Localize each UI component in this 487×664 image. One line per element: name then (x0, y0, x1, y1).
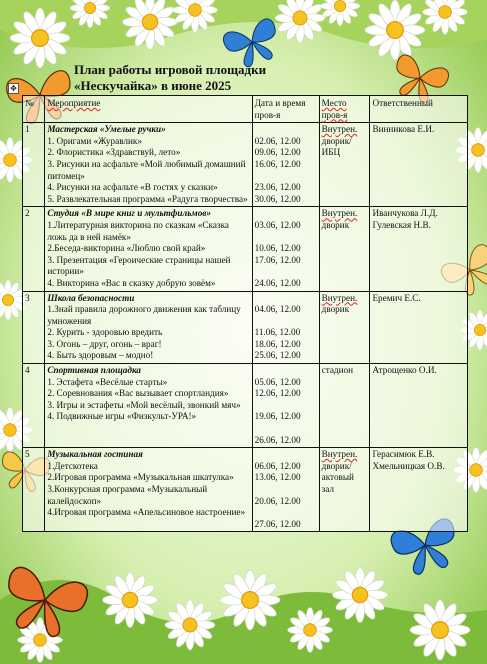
date-item: 03.06, 12.00 (254, 219, 301, 230)
event-item: 3. Рисунки на асфальте «Мой любимый домашний питомец» (47, 158, 246, 181)
table-row (23, 364, 468, 448)
title-line-2: «Нескучайка» в июне 2025 (74, 78, 232, 93)
section-title: Мастерская «Умелые ручки» (47, 124, 166, 135)
place-line: дворик (321, 219, 350, 230)
row-number: 1 (23, 123, 45, 207)
date-item: 23.06, 12.00 (254, 182, 301, 193)
date-item: 13.06, 12.00 (254, 472, 301, 483)
row-place (319, 291, 370, 364)
table-row (23, 123, 468, 207)
date-item: 06.06, 12.00 (254, 460, 301, 471)
table-row (23, 448, 468, 532)
responsible-line: Атрощенко О.И. (372, 365, 437, 376)
event-item: 1. Эстафета «Весёлые старты» (47, 376, 168, 387)
event-item: 1.Знай правила дорожного движения как таблицу умножения (47, 304, 241, 326)
row-events (45, 291, 252, 364)
event-item: 2. Флористика «Здравствуй, лето» (47, 147, 181, 158)
row-place (319, 448, 370, 532)
row-events (45, 364, 252, 448)
date-item: 26.06, 12.00 (254, 434, 301, 445)
row-number: 4 (23, 364, 45, 448)
layout-anchor-icon[interactable]: ✥ (8, 83, 19, 94)
responsible-line: Хмельницкая О.В. (372, 460, 445, 471)
date-item: 18.06, 12.00 (254, 338, 301, 349)
event-item: 3. Презентация «Героические страницы нашей истории» (47, 254, 231, 277)
section-title: Спортивная площадка (47, 365, 141, 376)
header-responsible: Ответственный (370, 96, 468, 123)
row-number: 2 (23, 207, 45, 291)
row-events (45, 448, 252, 532)
date-item: 25.06, 12.00 (254, 350, 301, 361)
row-dates (252, 207, 319, 291)
date-item: 02.06, 12.00 (254, 135, 301, 146)
header-place: Место пров-я (319, 96, 370, 123)
event-item: 3.Конкурсная программа «Музыкальный калейдоскоп» (47, 484, 208, 506)
row-dates (252, 291, 319, 364)
row-responsible (370, 291, 468, 364)
row-dates (252, 364, 319, 448)
responsible-line: Винникова Е.И. (372, 124, 435, 135)
place-line: актовый (321, 472, 354, 483)
event-item: 4. Подвижные игры «Физкульт-УРА!» (47, 411, 197, 422)
place-line: дворик (321, 304, 350, 315)
place-line: Внутрен. (321, 208, 358, 219)
row-dates (252, 123, 319, 207)
date-item: 09.06, 12.00 (254, 147, 301, 158)
event-item: 2. Курить - здоровью вредить (47, 327, 163, 338)
responsible-line: Еремич Е.С. (372, 292, 421, 303)
date-item: 20.06, 12.00 (254, 495, 301, 506)
event-item: 3. Огонь – друг, огонь – враг! (47, 338, 162, 349)
responsible-line: Иванчукова Л.Д. (372, 208, 438, 219)
event-item: 2.Игровая программа «Музыкальная шкатулка» (47, 472, 234, 483)
responsible-line: Гулевская Н.В. (372, 219, 431, 230)
section-title: Музыкальная гостиная (47, 449, 143, 460)
place-line: Внутрен. (321, 449, 358, 460)
date-item: 10.06, 12.00 (254, 243, 301, 254)
event-item: 4.Игровая программа «Апельсиновое настроение» (47, 507, 246, 518)
event-item: 5. Развлекательная программа «Радуга творчества» (47, 193, 248, 204)
title-line-1: План работы игровой площадки (74, 62, 267, 77)
place-line: Внутрен. (321, 292, 358, 303)
date-item: 16.06, 12.00 (254, 158, 301, 169)
row-number: 3 (23, 291, 45, 364)
row-responsible (370, 448, 468, 532)
header-date: Дата и время пров-я (252, 96, 319, 123)
date-item: 04.06, 12.00 (254, 304, 301, 315)
date-item: 17.06, 12.00 (254, 254, 301, 265)
event-item: 1.Литературная викторина по сказкам «Сказка ложь да в ней намёк» (47, 219, 229, 242)
row-dates (252, 448, 319, 532)
place-line: Внутрен. (321, 124, 358, 135)
row-responsible (370, 207, 468, 291)
event-item: 3. Игры и эстафеты «Мой весёлый, звонкий мяч» (47, 399, 241, 410)
place-line: дворик/ (321, 460, 352, 471)
plan-table (22, 95, 468, 532)
section-title: Студия «В мире книг и мультфильмов» (47, 208, 211, 219)
table-row (23, 291, 468, 364)
date-item: 11.06, 12.00 (254, 327, 301, 338)
header-number: № (23, 96, 45, 123)
place-line: зал (321, 484, 335, 494)
date-item: 27.06, 12.00 (254, 518, 301, 529)
row-number: 5 (23, 448, 45, 532)
event-item: 2. Соревнования «Вас вызывает спортландия» (47, 388, 229, 399)
header-event: Мероприятие (45, 96, 252, 123)
row-place (319, 207, 370, 291)
row-responsible (370, 123, 468, 207)
date-item: 05.06, 12.00 (254, 376, 301, 387)
place-line: стадион (321, 365, 354, 376)
event-item: 4. Рисунки на асфальте «В гостях у сказки» (47, 182, 218, 193)
row-place (319, 364, 370, 448)
document-title (74, 62, 374, 94)
row-events (45, 207, 252, 291)
row-events (45, 123, 252, 207)
row-responsible (370, 364, 468, 448)
date-item: 12.06, 12.00 (254, 388, 301, 399)
place-line: ИБЦ (321, 147, 341, 158)
place-line: дворик/ (321, 135, 352, 146)
event-item: 1. Оригами «Журавлик» (47, 135, 142, 146)
table-row (23, 207, 468, 291)
event-item: 4. Быть здоровым – модно! (47, 350, 154, 361)
event-item: 4. Викторина «Вас в сказку добрую зовём» (47, 277, 216, 288)
responsible-line: Герасимюк Е.В. (372, 449, 435, 460)
section-title: Школа безопасности (47, 292, 135, 303)
table-header-row (23, 96, 468, 123)
date-item: 24.06, 12.00 (254, 277, 301, 288)
event-item: 2.Беседа-викторина «Люблю свой край» (47, 243, 206, 254)
date-item: 30.06, 12.00 (254, 193, 301, 204)
event-item: 1.Детскотека (47, 460, 98, 471)
date-item: 19.06, 12.00 (254, 411, 301, 422)
row-place (319, 123, 370, 207)
